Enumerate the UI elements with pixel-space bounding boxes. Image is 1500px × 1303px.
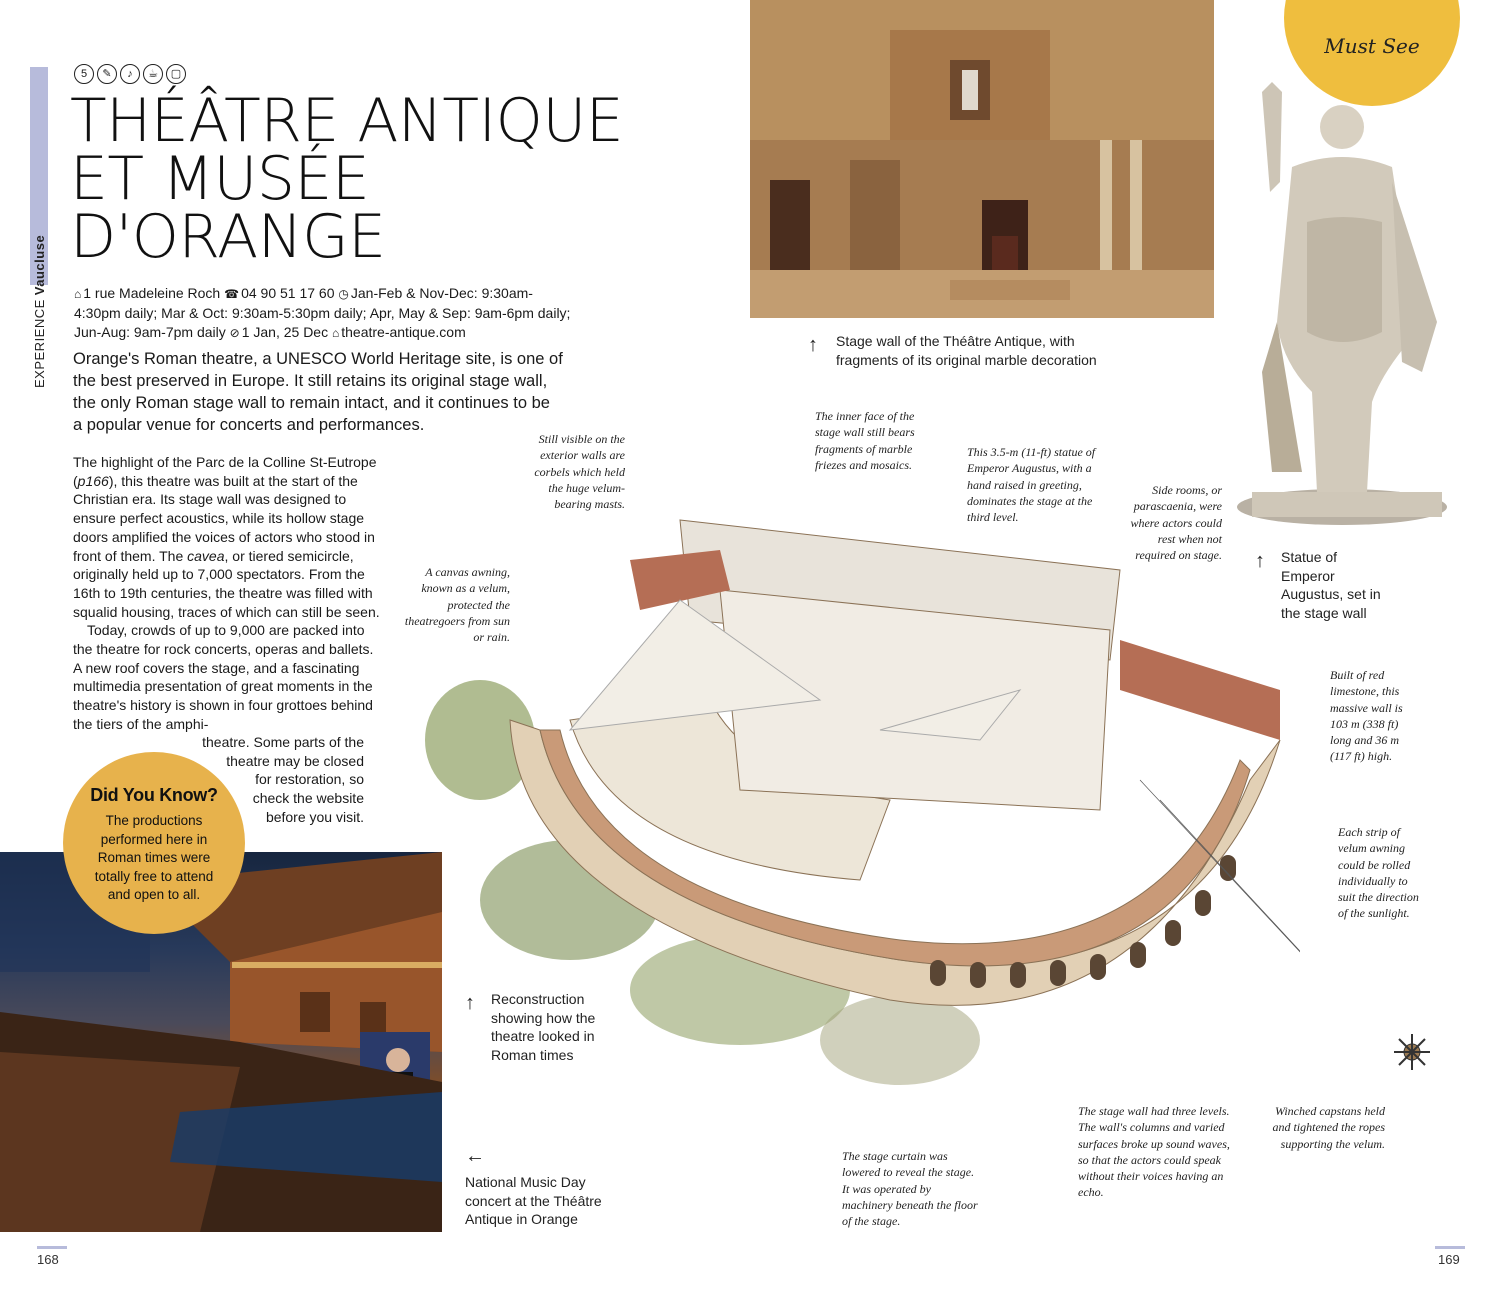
address-icon: ⌂: [74, 287, 82, 301]
body-p2: Today, crowds of up to 9,000 are packed into the theatre for rock concerts, operas and ballets. A new roof covers the stage, and a fascinating multimedia presentation of great moments in the theatre's history is shown in four grottoes behind the tiers of the amphi-: [73, 622, 374, 732]
concert-caption: [465, 1147, 615, 1229]
ticket-icon: ✎: [97, 64, 117, 84]
annotation-side-rooms: Side rooms, or parascaenia, were where actors could rest when not required on stage.: [1130, 483, 1222, 563]
annotation-inner-face: The inner face of the stage wall still bears fragments of marble friezes and mosaics.: [815, 409, 915, 472]
tail-line: for restoration, so: [255, 771, 364, 788]
page-rule-left: [37, 1246, 67, 1249]
statue-caption-text: Statue of Emperor Augustus, set in the stage wall: [1281, 549, 1381, 621]
page-rule-right: [1435, 1246, 1465, 1249]
stage-wall-photo: [750, 0, 1214, 318]
must-see-label: Must See: [1324, 34, 1420, 58]
page-number-left: 168: [37, 1252, 59, 1267]
page-reference[interactable]: p166: [77, 472, 109, 489]
cavea-term: cavea: [187, 547, 225, 564]
arrow-up-icon: ↑: [808, 334, 818, 356]
did-you-know-badge: [63, 752, 245, 934]
website-icon: ⌂: [331, 326, 340, 340]
annotation-red-limestone: Built of red limestone, this massive wall is 103 m (338 ft) long and 36 m (117 ft) high.: [1330, 668, 1403, 764]
page-title: THÉÂTRE ANTIQUE ET MUSÉE D'ORANGE: [70, 86, 624, 272]
website-link[interactable]: theatre-antique.com: [341, 324, 466, 340]
stage-wall-caption-text: Stage wall of the Théâtre Antique, with fragments of its original marble decoration: [836, 333, 1097, 368]
body-p1-b: ), this theatre was built at the start of the Christian era. Its stage wall was designed to ensure perfect acoustics, while its hollow stage doors amplified the voices of actors who stood in front of them. The: [73, 472, 375, 564]
opening-hours: Jan-Feb & Nov-Dec: 9:30am-4:30pm daily; Mar & Oct: 9:30am-5:30pm daily; Apr, May & Sep: 9am-6pm daily; Jun-Aug: 9am-7pm daily: [74, 285, 571, 340]
stage-wall-caption: [808, 332, 1128, 369]
address: 1 rue Madeleine Roch: [83, 285, 221, 301]
did-you-know-heading: Did You Know?: [90, 785, 218, 805]
arrow-left-icon: ←: [465, 1145, 485, 1167]
closed-icon: ⊘: [229, 326, 240, 340]
concert-photo: [0, 852, 442, 1232]
page-number-right: 169: [1438, 1252, 1460, 1267]
phone-icon: ☎: [224, 287, 240, 301]
annotation-capstans: Winched capstans held and tightened the ropes supporting the velum.: [1272, 1104, 1385, 1151]
stage-wall-illustration: [750, 0, 1214, 318]
theatre-drawing: [420, 480, 1300, 1120]
annotation-stage-curtain: The stage curtain was lowered to reveal the stage. It was operated by machinery beneath the floor of the stage.: [842, 1149, 978, 1229]
hours-icon: ◷: [338, 287, 349, 301]
closed-days: 1 Jan, 25 Dec: [241, 324, 329, 340]
tail-line: before you visit.: [265, 808, 364, 825]
section-name: EXPERIENCE: [32, 299, 47, 388]
annotation-three-levels: The stage wall had three levels. The wall's columns and varied surfaces broke up sound waves, so that the actors could speak without their voices having an echo.: [1078, 1104, 1230, 1200]
annotation-exterior-walls: Still visible on the exterior walls are corbels which held the huge velum-bearing masts.: [534, 432, 625, 512]
body-p1-a: The highlight of the Parc de la Colline St-Eutrope (: [73, 454, 377, 489]
phone: 04 90 51 17 60: [241, 285, 335, 301]
practical-info: [74, 284, 574, 343]
annotation-velum-strip: Each strip of velum awning could be rolled individually to suit the direction of the sunlight.: [1338, 825, 1419, 921]
facility-icons: [74, 64, 186, 84]
theatre-reconstruction-illustration: [420, 480, 1300, 1120]
arrow-up-icon: ↑: [465, 992, 475, 1014]
lead-paragraph: Orange's Roman theatre, a UNESCO World Heritage site, is one of the best preserved in Europe. It still retains its original stage wall, the only Roman stage wall to remain intact, and it continues to be a popular venue for concerts and performances.: [73, 350, 563, 434]
audio-guide-icon: ♪: [120, 64, 140, 84]
augustus-statue-image: [1232, 72, 1457, 532]
body-p1-c: , or tiered semicircle, originally held up to 7,000 spectators. From the 16th to 19th centuries, the theatre was filled with squalid housing, traces of which can still be seen.: [73, 547, 380, 620]
must-see-number-icon: 5: [74, 64, 94, 84]
body-text: [73, 453, 383, 734]
capstan-icon: [1392, 1032, 1432, 1072]
shop-icon: ▢: [166, 64, 186, 84]
tail-line: theatre. Some parts of the: [202, 734, 364, 750]
tail-line: check the website: [252, 790, 364, 807]
reconstruction-caption-text: Reconstruction showing how the theatre looked in Roman times: [491, 991, 596, 1063]
arrow-up-icon: ↑: [1255, 550, 1265, 572]
tail-line: theatre may be closed: [226, 752, 364, 769]
concert-caption-text: National Music Day concert at the Théâtre Antique in Orange: [465, 1174, 602, 1227]
statue-illustration: [1232, 72, 1457, 532]
did-you-know-text: The productions performed here in Roman times were totally free to attend and open to all.: [94, 813, 214, 902]
concert-illustration: [0, 852, 442, 1232]
cafe-icon: ☕: [143, 64, 163, 84]
annotation-canvas-awning: A canvas awning, known as a velum, protected the theatregoers from sun or rain.: [404, 565, 510, 645]
annotation-statue: This 3.5-m (11-ft) statue of Emperor Augustus, with a hand raised in greeting, dominates the stage at the third level.: [967, 445, 1096, 525]
section-label: [32, 235, 47, 388]
region-name: Vaucluse: [32, 234, 47, 296]
